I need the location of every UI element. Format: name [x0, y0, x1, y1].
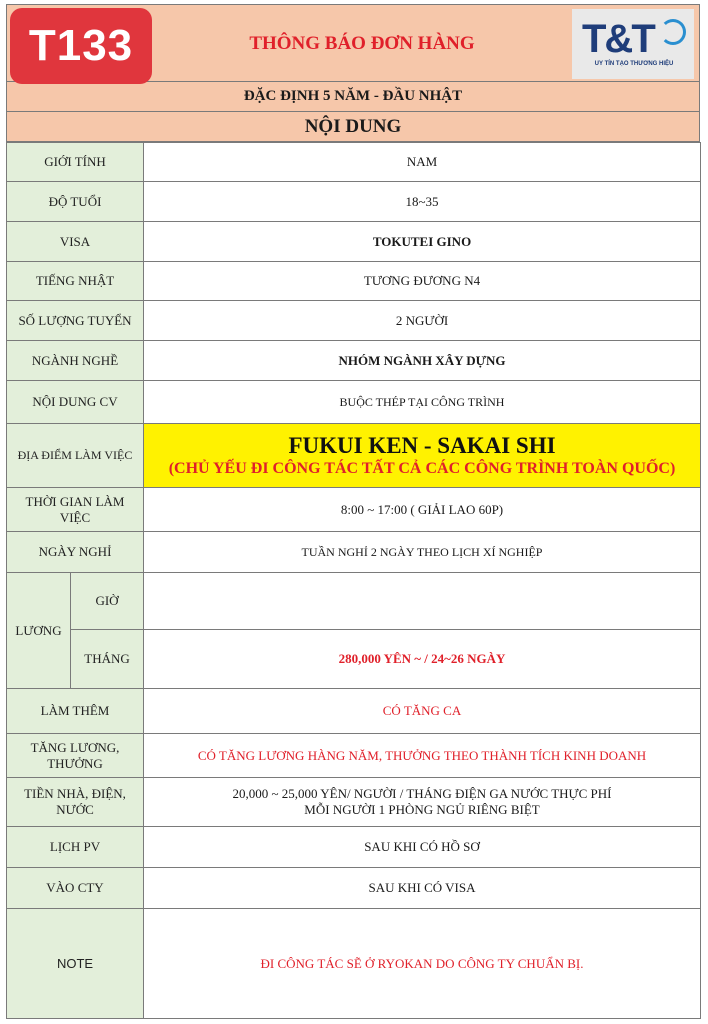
table-row	[7, 573, 701, 630]
row-label: NGÀY NGHỈ	[7, 532, 144, 573]
housing-value	[144, 778, 701, 827]
row-value: SAU KHI CÓ VISA	[144, 868, 701, 909]
row-label: NỘI DUNG CV	[7, 381, 144, 424]
table-row	[7, 778, 701, 827]
table-row	[7, 381, 701, 424]
row-value: 18~35	[144, 182, 701, 222]
table-row	[7, 689, 701, 734]
table-row	[7, 222, 701, 262]
location-value	[144, 424, 701, 488]
row-label: NGÀNH NGHỀ	[7, 341, 144, 381]
section-title: NỘI DUNG	[6, 112, 700, 142]
row-label: ĐỊA ĐIỂM LÀM VIỆC	[7, 424, 144, 488]
row-value: TOKUTEI GINO	[144, 222, 701, 262]
row-label: LÀM THÊM	[7, 689, 144, 734]
table-row	[7, 341, 701, 381]
row-label: LỊCH PV	[7, 827, 144, 868]
logo-ring-icon	[660, 19, 686, 45]
salary-hour-label: GIỜ	[71, 573, 144, 630]
row-label: ĐỘ TUỔI	[7, 182, 144, 222]
company-logo	[572, 9, 694, 79]
job-notice-sheet	[6, 4, 700, 1020]
note-value: ĐI CÔNG TÁC SẼ Ở RYOKAN DO CÔNG TY CHUẨN BỊ.	[144, 909, 701, 1019]
row-label: TIỀN NHÀ, ĐIỆN, NƯỚC	[7, 778, 144, 827]
info-table	[6, 142, 701, 1019]
row-label: TIẾNG NHẬT	[7, 262, 144, 301]
note-label: NOTE	[7, 909, 144, 1019]
row-value: NAM	[144, 143, 701, 182]
row-label: TĂNG LƯƠNG, THƯỞNG	[7, 734, 144, 778]
row-value: NHÓM NGÀNH XÂY DỰNG	[144, 341, 701, 381]
row-value: BUỘC THÉP TẠI CÔNG TRÌNH	[144, 381, 701, 424]
row-value: 2 NGƯỜI	[144, 301, 701, 341]
location-note: (CHỦ YẾU ĐI CÔNG TÁC TẤT CẢ CÁC CÔNG TRÌNH TOÀN QUỐC)	[168, 459, 676, 477]
salary-hour-value	[144, 573, 701, 630]
row-value: TƯƠNG ĐƯƠNG N4	[144, 262, 701, 301]
row-label: SỐ LƯỢNG TUYỂN	[7, 301, 144, 341]
row-value: CÓ TĂNG CA	[144, 689, 701, 734]
table-row	[7, 424, 701, 488]
salary-month-value: 280,000 YÊN ~ / 24~26 NGÀY	[144, 630, 701, 689]
row-value: TUẦN NGHỈ 2 NGÀY THEO LỊCH XÍ NGHIỆP	[144, 532, 701, 573]
housing-line-1: 20,000 ~ 25,000 YÊN/ NGƯỜI / THÁNG ĐIỆN GA NƯỚC THỰC PHÍ	[232, 786, 612, 801]
row-label: GIỚI TÍNH	[7, 143, 144, 182]
table-row	[7, 827, 701, 868]
table-row	[7, 182, 701, 222]
notice-title: THÔNG BÁO ĐƠN HÀNG	[249, 33, 475, 54]
table-row	[7, 301, 701, 341]
row-label: VÀO CTY	[7, 868, 144, 909]
order-code-badge: T133	[10, 8, 152, 84]
salary-month-label: THÁNG	[71, 630, 144, 689]
row-value: CÓ TĂNG LƯƠNG HÀNG NĂM, THƯỞNG THEO THÀNH TÍCH KINH DOANH	[144, 734, 701, 778]
table-row	[7, 909, 701, 1019]
logo-tagline: UY TÍN TẠO THƯƠNG HIỆU	[594, 61, 674, 67]
housing-line-2: MỖI NGƯỜI 1 PHÒNG NGỦ RIÊNG BIỆT	[304, 802, 540, 817]
order-subtitle: ĐẶC ĐỊNH 5 NĂM - ĐẦU NHẬT	[6, 82, 700, 112]
table-row	[7, 734, 701, 778]
table-row	[7, 868, 701, 909]
table-row	[7, 630, 701, 689]
salary-label: LƯƠNG	[7, 573, 71, 689]
table-row	[7, 532, 701, 573]
location-main: FUKUI KEN - SAKAI SHI	[288, 432, 556, 458]
table-row	[7, 143, 701, 182]
row-label: THỜI GIAN LÀM VIỆC	[7, 488, 144, 532]
table-row	[7, 488, 701, 532]
row-value: SAU KHI CÓ HỒ SƠ	[144, 827, 701, 868]
table-row	[7, 262, 701, 301]
row-value: 8:00 ~ 17:00 ( GIẢI LAO 60P)	[144, 488, 701, 532]
row-label: VISA	[7, 222, 144, 262]
logo-text: T&T	[582, 17, 654, 61]
